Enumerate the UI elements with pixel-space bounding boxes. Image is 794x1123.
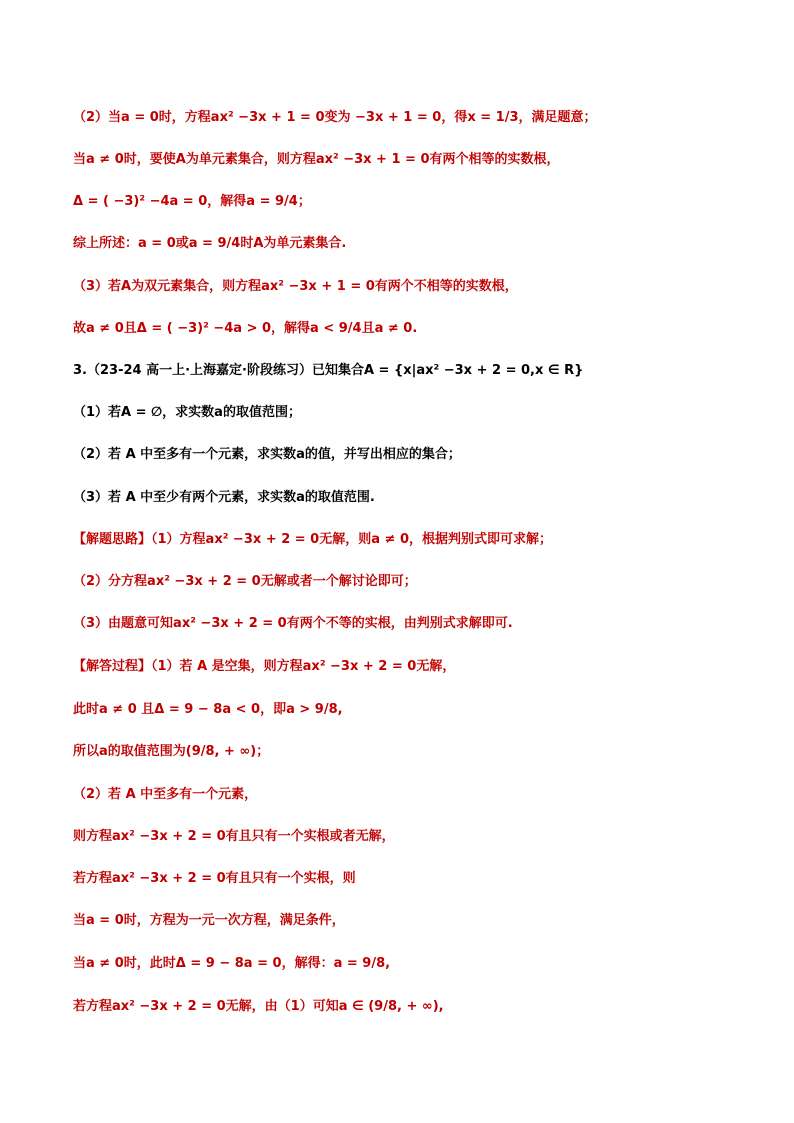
solution-line-summary: 综上所述：a = 0或a = 9/4时A为单元素集合. [73,236,347,251]
solution-line-part3: （3）若A为双元素集合，则方程ax² −3x + 1 = 0有两个不相等的实数根， [73,279,518,294]
solution-idea-1: 【解题思路】（1）方程ax² −3x + 2 = 0无解，则a ≠ 0，根据判别式即可求解； [73,532,552,547]
solution-line-part2-case-a-nonzero: 当a ≠ 0时，要使A为单元素集合，则方程ax² −3x + 1 = 0有两个相等的实数根， [73,152,560,167]
solution-idea-3: （3）由题意可知ax² −3x + 2 = 0有两个不等的实根，由判别式求解即可. [73,616,513,631]
problem-3-question-3: （3）若 A 中至少有两个元素，求实数a的取值范围. [73,490,375,505]
problem-3-question-1: （1）若A = ∅，求实数a的取值范围； [73,405,301,420]
problem-3-question-2: （2）若 A 中至多有一个元素，求实数a的值，并写出相应的集合； [73,447,461,462]
solution-process-1: 【解答过程】（1）若 A 是空集，则方程ax² −3x + 2 = 0无解， [73,659,456,674]
solution-process-2: （2）若 A 中至多有一个元素， [73,787,258,802]
solution-process-2-a-nonzero: 当a ≠ 0时，此时Δ = 9 − 8a = 0，解得：a = 9/8, [73,956,391,971]
solution-idea-2: （2）分方程ax² −3x + 2 = 0无解或者一个解讨论即可； [73,574,417,589]
solution-process-2-no-root: 若方程ax² −3x + 2 = 0无解，由（1）可知a ∈ (9/8, + ∞), [73,999,444,1014]
solution-line-discriminant-zero: Δ = ( −3)² −4a = 0，解得a = 9/4； [73,194,311,209]
solution-process-1-condition: 此时a ≠ 0 且Δ = 9 − 8a < 0，即a > 9/8, [73,702,343,717]
solution-process-1-range: 所以a的取值范围为(9/8, + ∞)； [73,744,270,759]
solution-process-2-one-root: 若方程ax² −3x + 2 = 0有且只有一个实根，则 [73,871,356,886]
solution-process-2-a-zero: 当a = 0时，方程为一元一次方程，满足条件， [73,913,345,928]
solution-line-part2-case-a-zero: （2）当a = 0时，方程ax² −3x + 1 = 0变为 −3x + 1 = 0，得x = 1/3，满足题意； [73,110,597,125]
solution-process-2-cases: 则方程ax² −3x + 2 = 0有且只有一个实根或者无解， [73,829,395,844]
solution-line-part3-result: 故a ≠ 0且Δ = ( −3)² −4a > 0，解得a < 9/4且a ≠ 0. [73,321,418,336]
problem-3-statement: 3.（23-24 高一上·上海嘉定·阶段练习）已知集合A = {x|ax² −3x + 2 = 0,x ∈ R} [73,363,584,378]
